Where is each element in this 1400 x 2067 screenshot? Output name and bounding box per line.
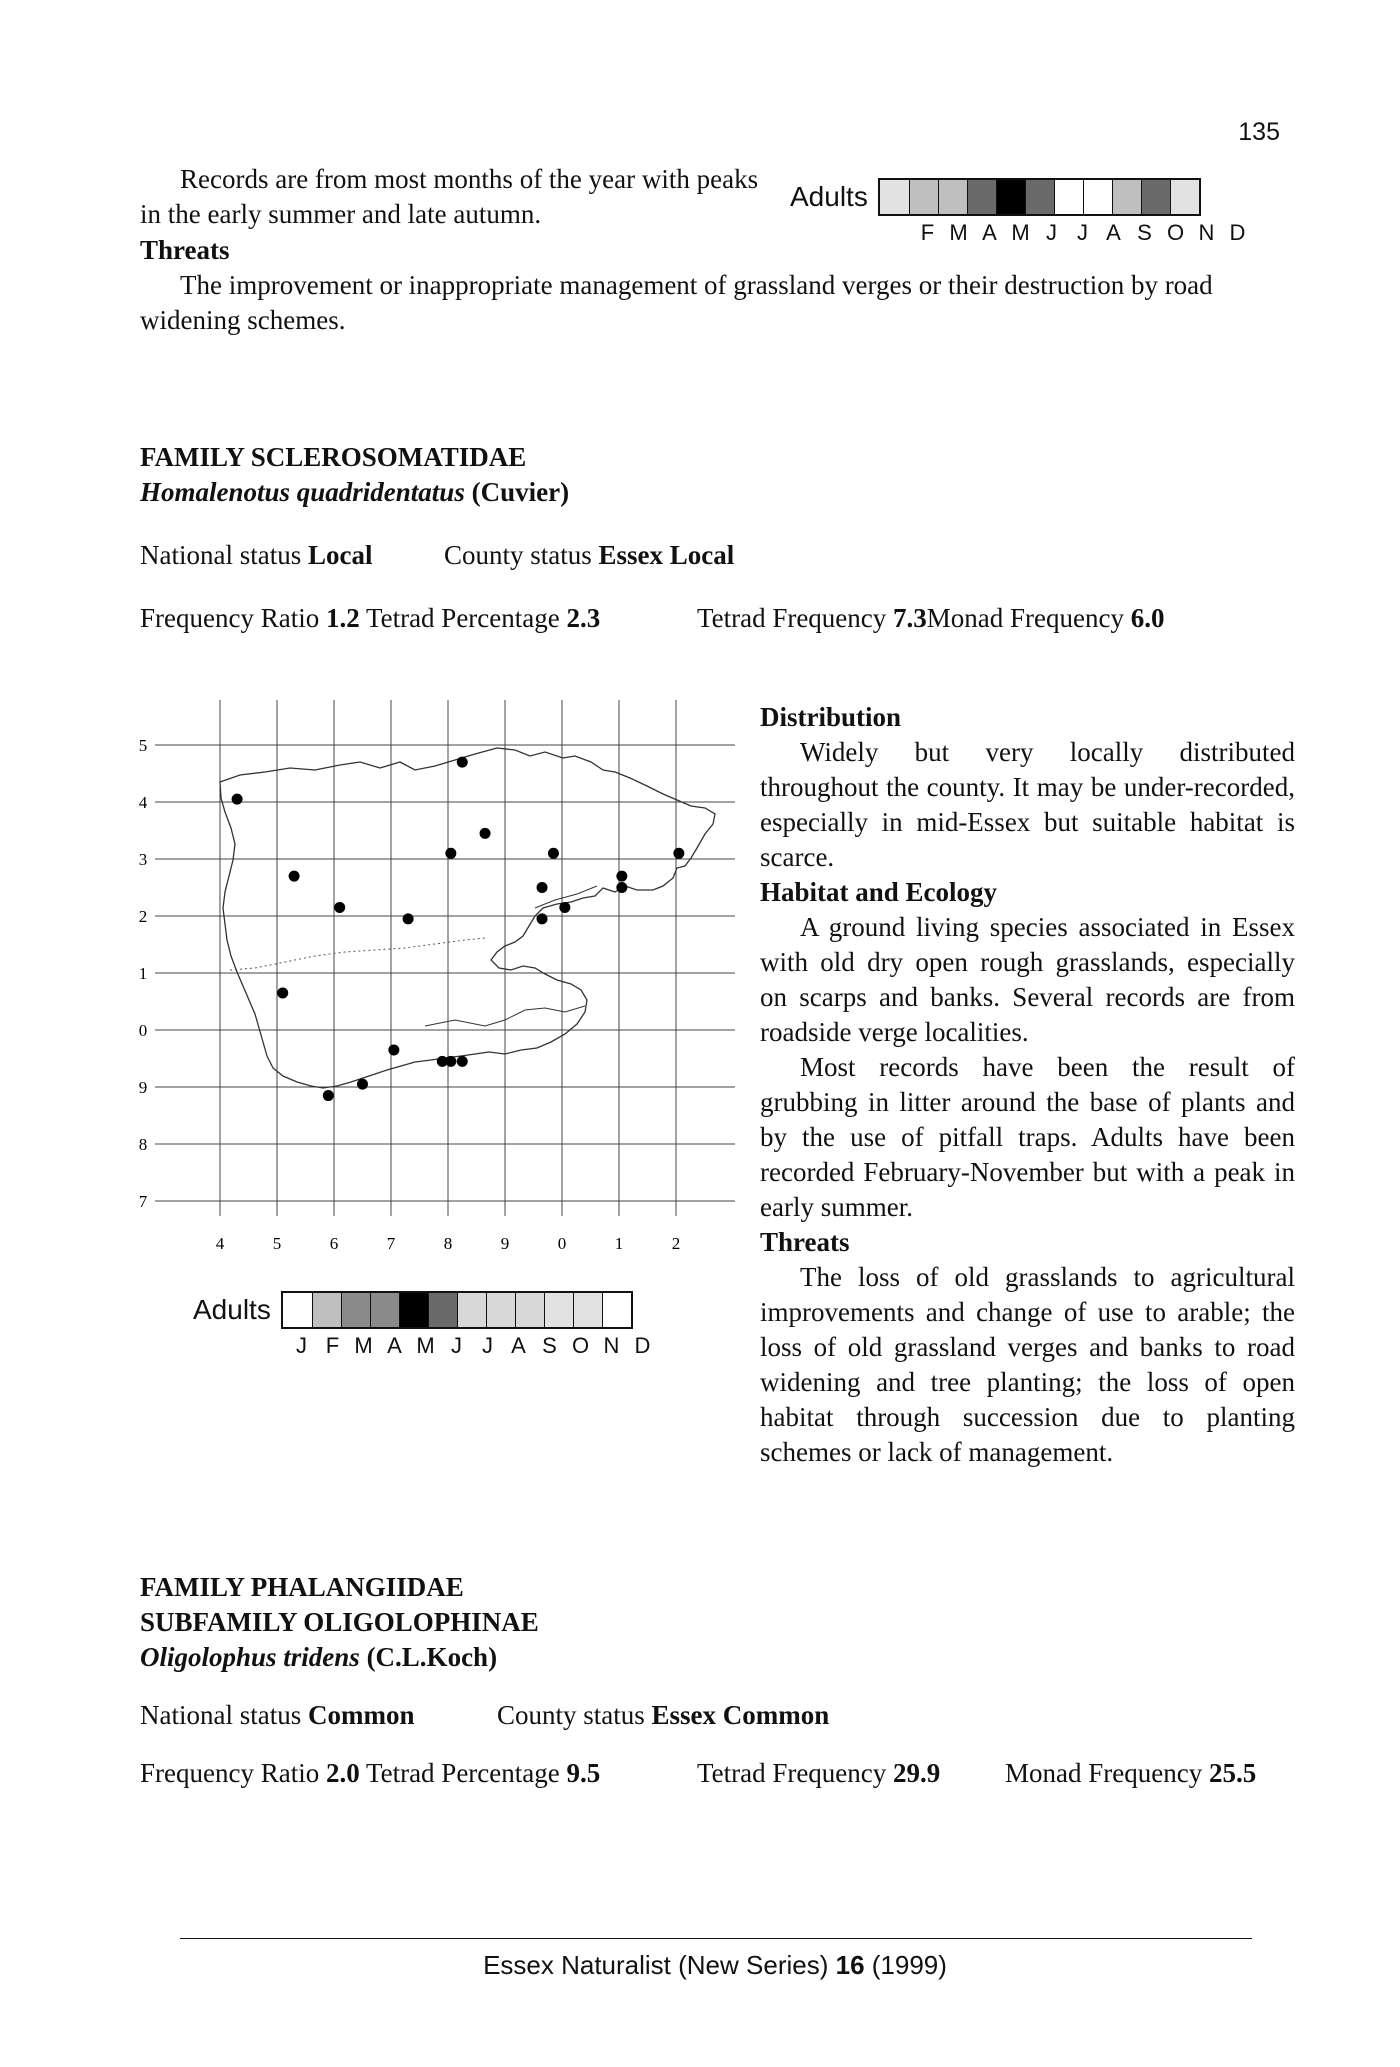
phenology-month-label: F: [920, 220, 935, 245]
threats-heading-top: Threats: [140, 235, 230, 265]
footer-rule: [180, 1938, 1252, 1939]
threats-text: The loss of old grasslands to agricultural improvements and change of use to arable; the loss of old grassland verges and banks to road widening and tree planting; the loss of open habitat through succession due to planting schemes or lack of management.: [760, 1262, 1295, 1467]
footer-journal: Essex Naturalist (New Series): [483, 1950, 829, 1980]
phenology-month-label: M: [1011, 220, 1030, 245]
phenology-box: [544, 1293, 573, 1327]
record-dot: [457, 757, 468, 768]
phenology-box: [1083, 180, 1112, 214]
record-dot: [289, 871, 300, 882]
record-dots: [232, 757, 685, 1101]
phenology-month-label: A: [511, 1333, 526, 1358]
family-heading: FAMILY SCLEROSOMATIDAE: [140, 442, 527, 472]
phenology-box: [1054, 180, 1083, 214]
record-dot: [616, 882, 627, 893]
habitat-text-1: A ground living species associated in Essex with old dry open rough grasslands, especially on scarps and banks. Several records are from roadside verge localities.: [760, 912, 1295, 1047]
map-easting-label: 7: [386, 1234, 396, 1253]
phenology-month-label: S: [1137, 220, 1152, 245]
phenology-month-label: J: [1077, 220, 1088, 245]
map-northing-label: 2: [138, 907, 148, 926]
adults-phenology-species1: [193, 1291, 633, 1329]
map-northing-label: 3: [138, 850, 148, 869]
phenology-box: [457, 1293, 486, 1327]
phenology-month-label: M: [949, 220, 968, 245]
map-grid: [139, 700, 735, 1253]
national-status-2: Common: [307, 1700, 415, 1730]
phenology-month-label: A: [982, 220, 997, 245]
map-easting-label: 8: [443, 1234, 453, 1253]
map-easting-label: 5: [272, 1234, 282, 1253]
record-dot: [403, 913, 414, 924]
phenology-box: [283, 1293, 312, 1327]
species-authority: (Cuvier): [471, 477, 570, 507]
species-name: Homalenotus quadridentatus: [140, 477, 465, 507]
map-northing-label: 7: [138, 1192, 148, 1211]
subfamily-heading: SUBFAMILY OLIGOLOPHINAE: [140, 1607, 539, 1637]
record-dot: [334, 902, 345, 913]
phenology-box: [602, 1293, 631, 1327]
page-number: 135: [1238, 118, 1280, 146]
monad-frequency-2: 25.5: [1208, 1758, 1257, 1788]
record-dot: [277, 987, 288, 998]
adults-label: Adults: [790, 181, 868, 212]
right-column: [760, 700, 1295, 1470]
status-line-2: National status Common: [140, 1700, 415, 1730]
phenology-months-species1: [286, 1333, 658, 1359]
map-northing-label: 5: [138, 736, 148, 755]
threats-heading: Threats: [760, 1227, 850, 1257]
essex-outline: [220, 748, 715, 1088]
phenology-box: [399, 1293, 428, 1327]
phenology-month-label: J: [451, 1333, 462, 1358]
record-dot: [323, 1090, 334, 1101]
footer-year: (1999): [871, 1950, 947, 1980]
record-dot: [559, 902, 570, 913]
records-paragraph: Records are from most months of the year with peaks in the early summer and late autumn.: [140, 164, 759, 229]
monad-frequency: 6.0: [1130, 603, 1165, 633]
estuary: [425, 886, 597, 1026]
phenology-months: [912, 220, 1253, 246]
phenology-month-label: D: [634, 1333, 651, 1358]
phenology-month-label: F: [325, 1333, 340, 1358]
phenology-box: [341, 1293, 370, 1327]
phenology-month-label: M: [354, 1333, 373, 1358]
frequency-ratio: 1.2: [325, 603, 360, 633]
county-boundary-dashed: [230, 938, 485, 970]
threats-paragraph-top: The improvement or inappropriate management of grassland verges or their destruction by road widening schemes.: [140, 270, 1213, 335]
distribution-text: Widely but very locally distributed throughout the county. It may be under-recorded, especially in mid-Essex but suitable habitat is scarce.: [760, 737, 1295, 872]
map-northing-label: 1: [138, 964, 148, 983]
habitat-text-2: Most records have been the result of grubbing in litter around the base of plants and by the use of pitfall traps. Adults have been recorded February-November but with a peak in early summer.: [760, 1052, 1295, 1222]
species-name-line: [140, 475, 569, 510]
county-status-line: County status Essex Local: [444, 540, 735, 570]
species2-name-line: [140, 1640, 497, 1675]
tetrad-percentage-2: 9.5: [566, 1758, 601, 1788]
phenology-box: [938, 180, 967, 214]
phenology-month-label: O: [1166, 220, 1185, 245]
phenology-box: [880, 180, 909, 214]
phenology-box: [909, 180, 938, 214]
record-dot: [480, 828, 491, 839]
phenology-box: [1112, 180, 1141, 214]
frequency-line-species2-c: Monad Frequency 25.5: [1005, 1758, 1257, 1788]
county-status-2: Essex Common: [651, 1700, 830, 1730]
map-easting-label: 2: [671, 1234, 681, 1253]
record-dot: [388, 1044, 399, 1055]
phenology-month-label: A: [1106, 220, 1121, 245]
phenology-box: [312, 1293, 341, 1327]
record-dot: [232, 794, 243, 805]
county-status-line-2: County status Essex Common: [497, 1700, 830, 1730]
record-dot: [537, 882, 548, 893]
phenology-month-label: O: [571, 1333, 590, 1358]
phenology-box: [428, 1293, 457, 1327]
map-easting-label: 1: [614, 1234, 624, 1253]
frequency-line: Frequency Ratio 1.2 Tetrad Percentage 2.3: [140, 603, 601, 633]
habitat-heading: Habitat and Ecology: [760, 877, 998, 907]
record-dot: [548, 848, 559, 859]
record-dot: [537, 913, 548, 924]
family-heading-2: FAMILY PHALANGIIDAE: [140, 1572, 464, 1602]
distribution-heading: Distribution: [760, 702, 902, 732]
species2-authority: (C.L.Koch): [366, 1642, 498, 1672]
phenology-month-label: J: [1046, 220, 1057, 245]
phenology-month-label: M: [416, 1333, 435, 1358]
map-northing-label: 0: [138, 1021, 148, 1040]
phenology-boxes-species1: [281, 1291, 633, 1329]
map-easting-label: 0: [557, 1234, 567, 1253]
distribution-map: [125, 690, 735, 1260]
phenology-month-label: J: [296, 1333, 307, 1358]
tetrad-frequency-2: 29.9: [893, 1758, 941, 1788]
phenology-month-label: N: [1198, 220, 1215, 245]
map-northing-label: 9: [138, 1078, 148, 1097]
map-easting-label: 6: [329, 1234, 339, 1253]
phenology-box: [1025, 180, 1054, 214]
phenology-box: [996, 180, 1025, 214]
phenology-boxes: [878, 178, 1201, 216]
footer-volume: 16: [835, 1950, 865, 1980]
frequency-ratio-2: 2.0: [325, 1758, 360, 1788]
map-northing-label: 8: [138, 1135, 148, 1154]
record-dot: [445, 1056, 456, 1067]
phenology-month-label: D: [1229, 220, 1246, 245]
record-dot: [457, 1056, 468, 1067]
phenology-box: [1170, 180, 1199, 214]
adults-label-species1: Adults: [193, 1294, 271, 1325]
record-dot: [357, 1079, 368, 1090]
record-dot: [445, 848, 456, 859]
frequency-line-species2-b: Tetrad Frequency 29.9: [697, 1758, 941, 1788]
frequency-line-2: Tetrad Frequency 7.3Monad Frequency 6.0: [697, 603, 1165, 633]
tetrad-frequency: 7.3: [893, 603, 927, 633]
record-dot: [616, 871, 627, 882]
map-northing-label: 4: [138, 793, 148, 812]
phenology-box: [370, 1293, 399, 1327]
species2-name: Oligolophus tridens: [140, 1642, 360, 1672]
adults-phenology-top: [790, 178, 1201, 216]
map-easting-label: 4: [215, 1234, 225, 1253]
frequency-line-species2: Frequency Ratio 2.0 Tetrad Percentage 9.5: [140, 1758, 601, 1788]
tetrad-percentage: 2.3: [566, 603, 601, 633]
footer: [0, 1950, 1400, 1981]
county-status: Essex Local: [598, 540, 735, 570]
phenology-month-label: N: [603, 1333, 620, 1358]
phenology-box: [515, 1293, 544, 1327]
phenology-month-label: S: [542, 1333, 557, 1358]
phenology-box: [1141, 180, 1170, 214]
phenology-month-label: A: [387, 1333, 402, 1358]
phenology-month-label: J: [482, 1333, 493, 1358]
map-easting-label: 9: [500, 1234, 510, 1253]
phenology-box: [967, 180, 996, 214]
national-status: Local: [307, 540, 373, 570]
status-line: National status Local: [140, 540, 373, 570]
record-dot: [673, 848, 684, 859]
phenology-box: [573, 1293, 602, 1327]
phenology-box: [486, 1293, 515, 1327]
